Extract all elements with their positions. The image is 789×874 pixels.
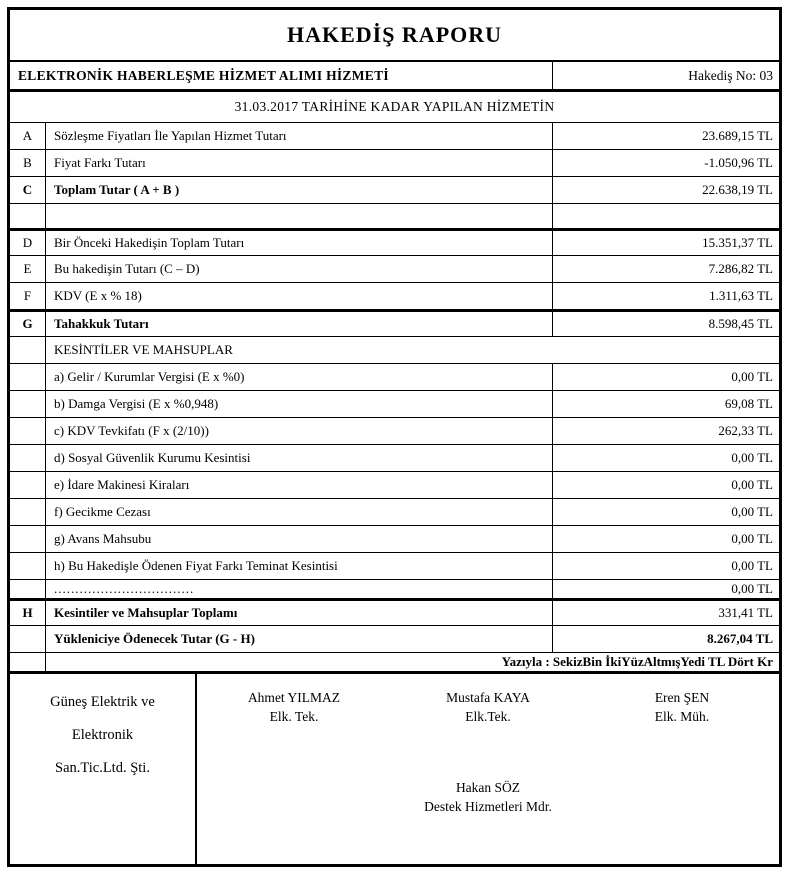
row-letter: H [10,601,46,625]
row-letter [10,418,46,444]
row-value: 0,00 TL [552,499,779,525]
row-value: 262,33 TL [552,418,779,444]
row-label: a) Gelir / Kurumlar Vergisi (E x %0) [54,369,245,384]
row-letter: G [10,312,46,336]
row-value: 0,00 TL [552,526,779,552]
contractor-name-line: Güneş Elektrik ve [50,694,155,710]
row-letter: C [10,177,46,203]
table-row [10,177,779,204]
period-header: 31.03.2017 TARİHİNE KADAR YAPILAN HİZMETİN [10,92,779,123]
row-letter [10,337,46,363]
row-letter [10,472,46,498]
contractor-name-box [10,674,197,864]
row-label: f) Gecikme Cezası [54,504,151,519]
inspector-name: Mustafa KAYA [446,690,530,705]
inspector-title: Elk. Müh. [654,709,710,724]
table-row [10,653,779,672]
inspector-title: Elk. Tek. [269,709,319,724]
table-row [10,204,779,229]
row-value: 331,41 TL [552,601,779,625]
table-row [10,580,779,599]
signatures-area [197,674,779,864]
row-label: e) İdare Makinesi Kiraları [54,477,190,492]
row-label: Sözleşme Fiyatları İle Yapılan Hizmet Tutarı [54,128,287,143]
row-value: 69,08 TL [552,391,779,417]
row-label: b) Damga Vergisi (E x %0,948) [54,396,219,411]
row-label: d) Sosyal Güvenlik Kurumu Kesintisi [54,450,251,465]
row-label: Toplam Tutar ( A + B ) [54,182,180,197]
row-value: 0,00 TL [552,580,779,598]
row-letter [10,499,46,525]
signature-section [10,672,779,864]
contractor-name-line: San.Tic.Ltd. Şti. [55,760,150,776]
row-label: Fiyat Farkı Tutarı [54,155,146,170]
row-label: Yazıyla : SekizBin İkiYüzAltmışYedi TL Dört Kr [501,654,773,669]
hakedis-number: Hakediş No: 03 [552,62,779,89]
row-value: 0,00 TL [552,445,779,471]
table-row [10,337,779,364]
row-value: 0,00 TL [552,472,779,498]
row-letter [10,391,46,417]
contractor-name-line: Elektronik [71,727,134,743]
table-row [10,150,779,177]
row-value: -1.050,96 TL [552,150,779,176]
table-row [10,391,779,418]
inspector-name: Ahmet YILMAZ [247,690,341,705]
table-row [10,310,779,337]
project-name: ELEKTRONİK HABERLEŞME HİZMET ALIMI HİZMETİ [18,67,389,83]
row-letter [10,445,46,471]
row-label: Yükleniciye Ödenecek Tutar (G - H) [54,631,255,646]
row-letter: B [10,150,46,176]
page-title: HAKEDİŞ RAPORU [10,10,779,62]
row-value: 0,00 TL [552,364,779,390]
table-row [10,445,779,472]
row-value: 15.351,37 TL [552,231,779,255]
row-value: 7.286,82 TL [552,256,779,282]
table-row [10,526,779,553]
inspector-name: Eren ŞEN [654,690,710,705]
row-value: 22.638,19 TL [552,177,779,203]
row-label: Tahakkuk Tutarı [54,316,149,331]
row-label: Bu hakedişin Tutarı (C – D) [54,261,200,276]
inspector-title: Elk.Tek. [465,709,511,724]
row-letter: A [10,123,46,149]
row-letter [10,204,46,228]
row-label: c) KDV Tevkifatı (F x (2/10)) [54,423,209,438]
project-header-row [10,62,779,92]
table-row [10,553,779,580]
row-value: 0,00 TL [552,553,779,579]
approver-signature [197,778,779,816]
row-value: 8.267,04 TL [552,626,779,652]
table-row [10,626,779,653]
table-row [10,229,779,256]
row-value: 1.311,63 TL [552,283,779,309]
row-label: Kesintiler ve Mahsuplar Toplamı [54,605,238,620]
row-label [46,204,552,228]
row-letter [10,526,46,552]
row-label: KDV (E x % 18) [54,288,142,303]
row-letter [10,580,46,598]
report-table [10,123,779,672]
row-letter: F [10,283,46,309]
row-label: KESİNTİLER VE MAHSUPLAR [54,342,233,357]
inspector-signature [391,688,585,726]
inspector-signature [585,688,779,726]
inspector-signatures-row [197,688,779,726]
table-row [10,418,779,445]
row-letter: D [10,231,46,255]
row-value: 8.598,45 TL [552,312,779,336]
row-letter: E [10,256,46,282]
row-letter [10,364,46,390]
approver-name: Hakan SÖZ [455,780,521,795]
table-row [10,499,779,526]
row-label: g) Avans Mahsubu [54,531,152,546]
inspector-signature [197,688,391,726]
table-row [10,256,779,283]
row-label: ................................. [54,581,195,596]
table-row [10,123,779,150]
row-letter [10,553,46,579]
row-letter [10,626,46,652]
row-label: Bir Önceki Hakedişin Toplam Tutarı [54,235,245,250]
row-value: 23.689,15 TL [552,123,779,149]
row-label: h) Bu Hakedişle Ödenen Fiyat Farkı Teminat Kesintisi [54,558,338,573]
approver-title: Destek Hizmetleri Mdr. [424,799,552,814]
row-letter [10,653,46,671]
table-row [10,364,779,391]
table-row [10,283,779,310]
table-row [10,472,779,499]
row-value [552,204,779,228]
hakedis-report [7,7,782,867]
table-row [10,599,779,626]
